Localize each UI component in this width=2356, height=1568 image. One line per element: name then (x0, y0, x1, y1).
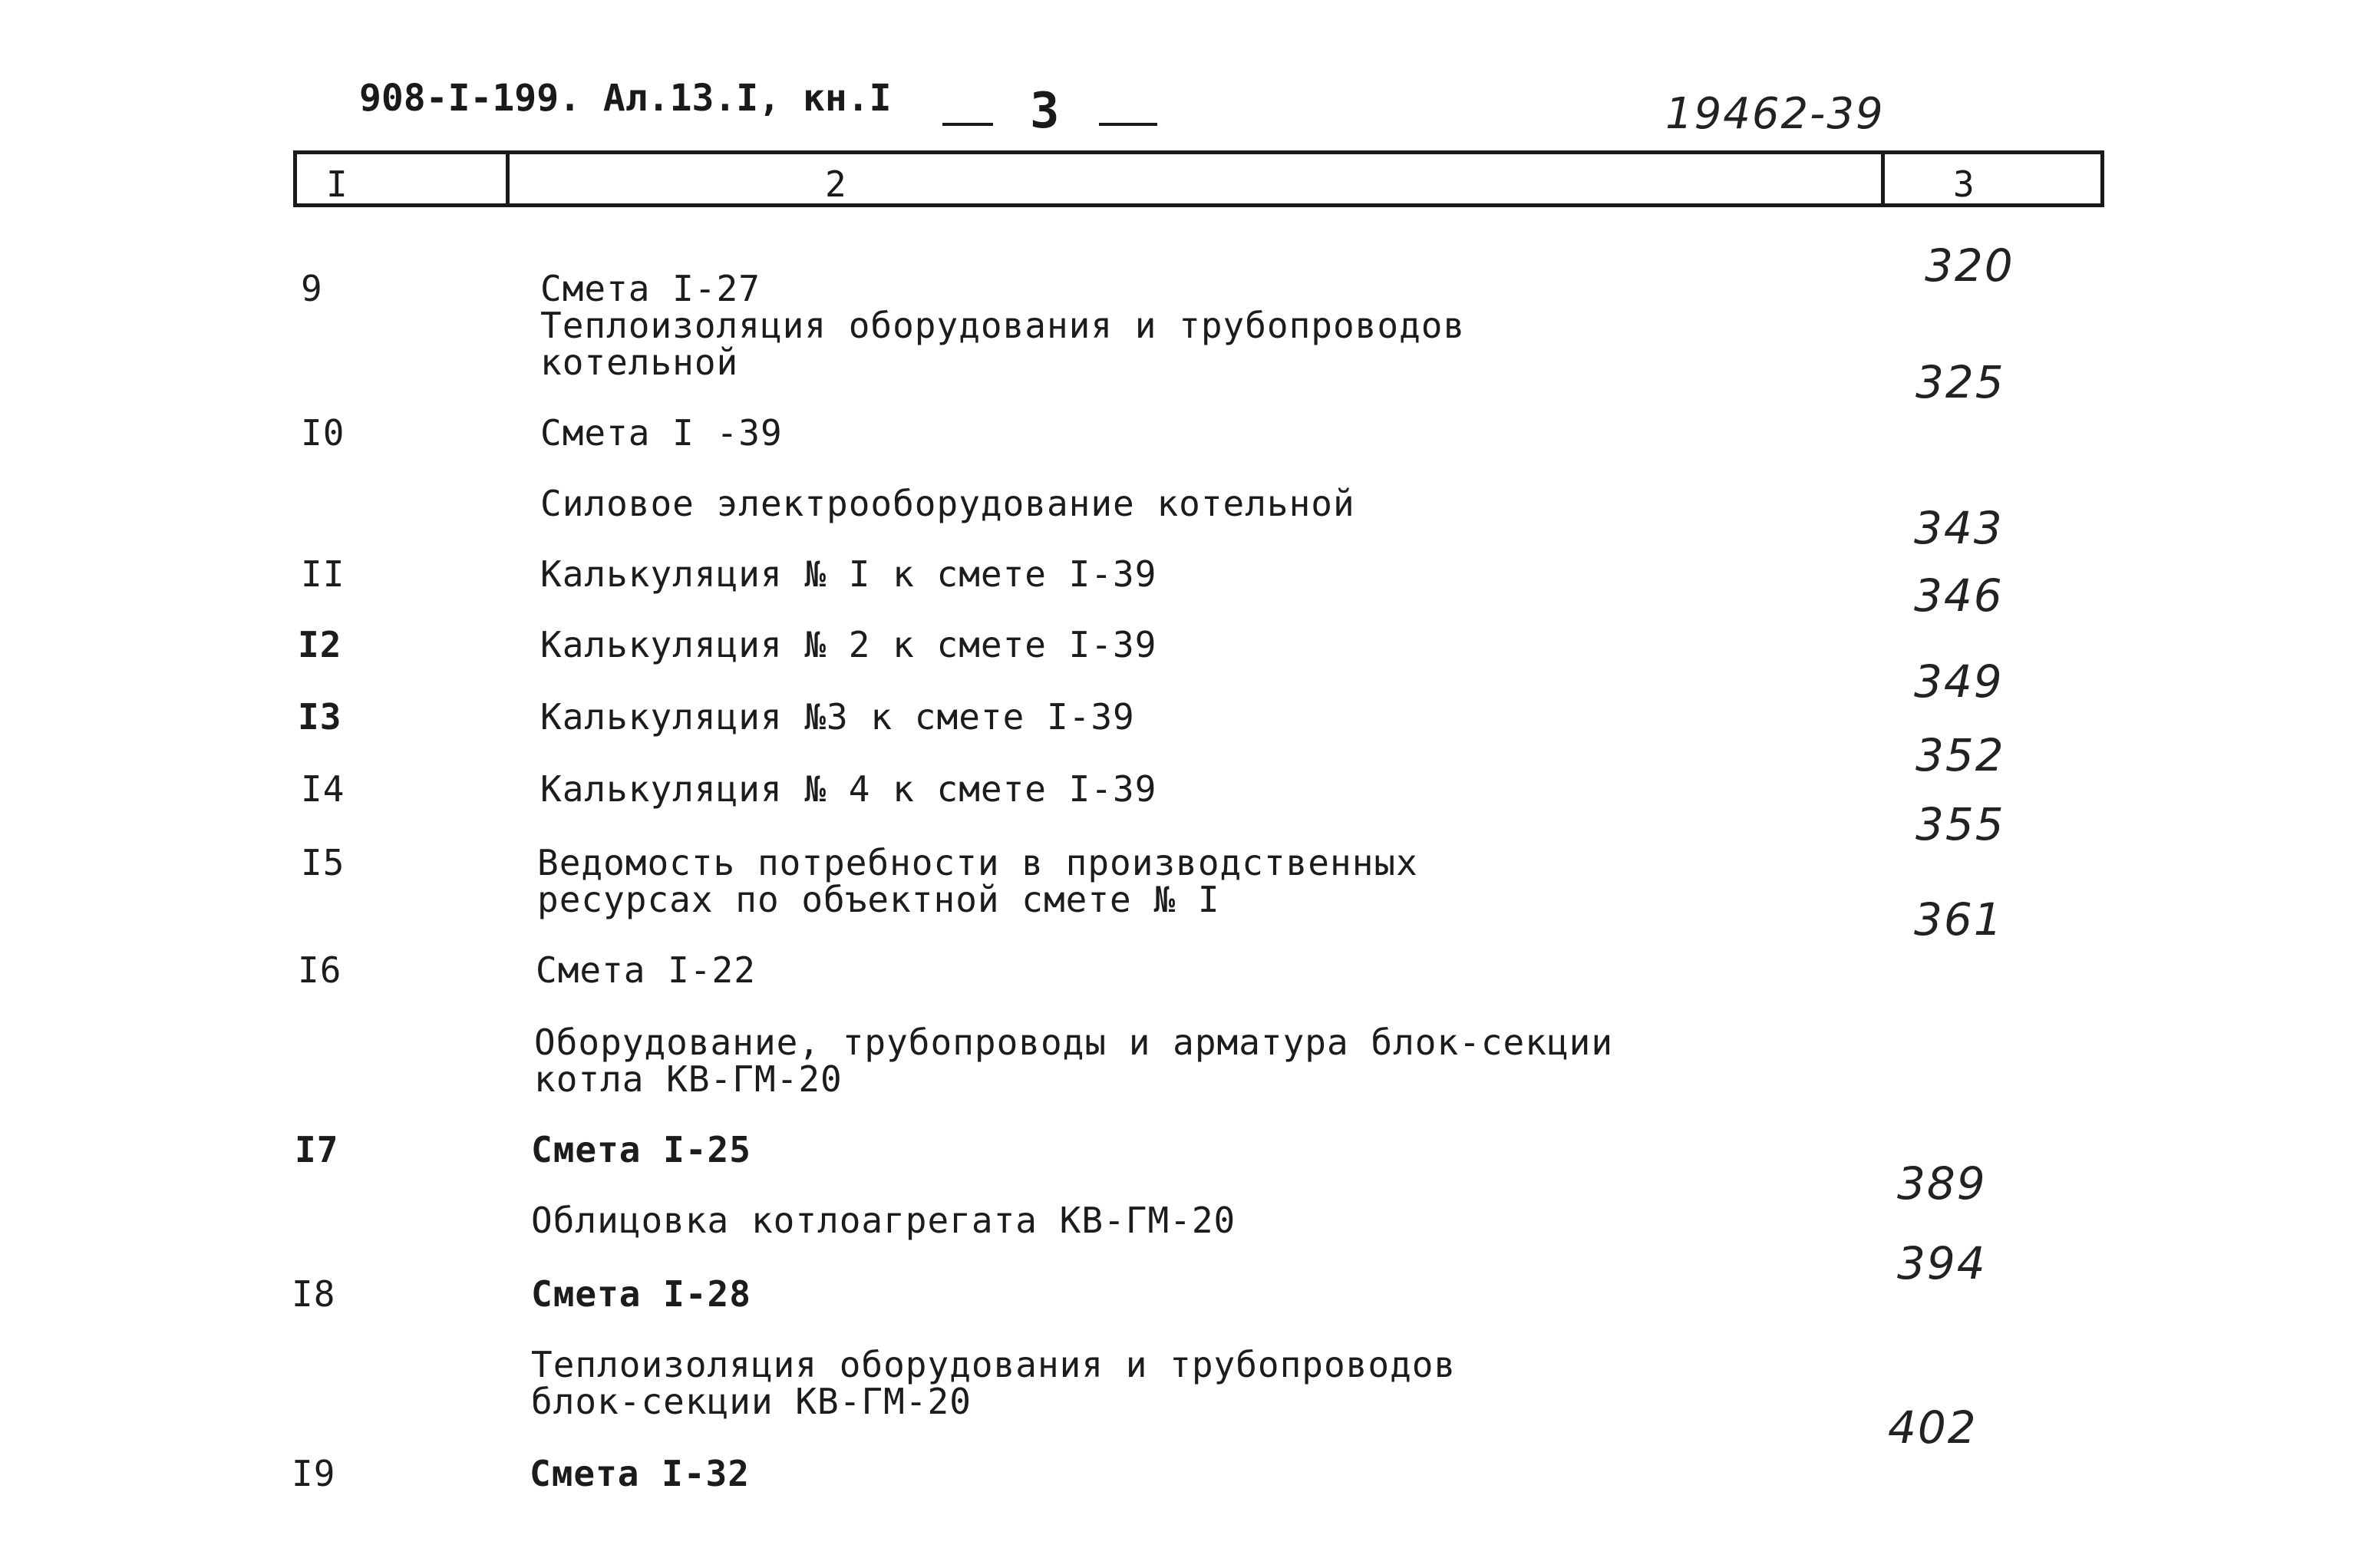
row-page: 361 (1914, 893, 2004, 946)
column-separator-2 (1881, 150, 1885, 207)
row-number: I7 (295, 1129, 339, 1170)
document-code: 908-I-199. Ал.13.I, кн.I (359, 77, 892, 120)
row-title: Калькуляция № 2 к смете I-39 (540, 624, 1157, 665)
row-number: II (301, 553, 345, 595)
row-title: Ведомость потребности в производственных ресурсах по объектной смете № I (537, 842, 1418, 920)
row-title: Калькуляция № 4 к смете I-39 (540, 768, 1157, 810)
row-title: Смета I -39 (540, 412, 783, 454)
row-title: Смета I-28 (531, 1273, 751, 1315)
column-header-3: 3 (1953, 163, 1975, 205)
row-number: I2 (298, 624, 342, 665)
row-page: 325 (1915, 356, 2005, 408)
row-title: Смета I-27 (540, 268, 761, 309)
handwritten-reference: 19462-39 (1665, 89, 1885, 139)
row-title: Смета I-22 (536, 949, 756, 991)
row-page: 355 (1915, 798, 2005, 850)
row-page: 389 (1897, 1157, 1987, 1210)
row-page: 394 (1897, 1237, 1987, 1289)
row-number: I5 (301, 842, 345, 883)
column-header-1: I (326, 163, 348, 205)
page-number: 3 (1030, 83, 1060, 140)
row-description: Теплоизоляция оборудования и трубопроводов котельной (540, 305, 1466, 383)
page-number-dash-right (1099, 123, 1157, 126)
row-page: 352 (1915, 729, 2005, 781)
row-page: 349 (1914, 655, 2004, 708)
row-page: 343 (1914, 502, 2004, 554)
row-number: I6 (298, 949, 342, 991)
row-description: Оборудование, трубопроводы и арматура блок-секции котла КВ-ГМ-20 (534, 1022, 1614, 1100)
row-page: 346 (1914, 569, 2004, 622)
row-page: 320 (1925, 239, 2014, 292)
row-title: Калькуляция №3 к смете I-39 (540, 696, 1135, 738)
row-number: I3 (298, 696, 342, 738)
table-header (293, 150, 2104, 207)
row-number: I4 (301, 768, 345, 810)
row-title: Смета I-32 (530, 1453, 750, 1494)
row-description: Облицовка котлоагрегата КВ-ГМ-20 (531, 1200, 1236, 1241)
row-title: Калькуляция № I к смете I-39 (540, 553, 1157, 595)
row-number: I0 (301, 412, 345, 454)
page-number-dash-left (942, 123, 993, 126)
row-title: Смета I-25 (531, 1129, 751, 1170)
row-number: I9 (292, 1453, 336, 1494)
row-page: 402 (1888, 1401, 1978, 1454)
column-separator-1 (506, 150, 510, 207)
column-header-2: 2 (825, 163, 846, 205)
row-number: I8 (292, 1273, 336, 1315)
row-description: Теплоизоляция оборудования и трубопроводов блок-секции КВ-ГМ-20 (531, 1344, 1457, 1422)
row-number: 9 (301, 268, 323, 309)
row-description: Силовое электрооборудование котельной (540, 483, 1355, 524)
